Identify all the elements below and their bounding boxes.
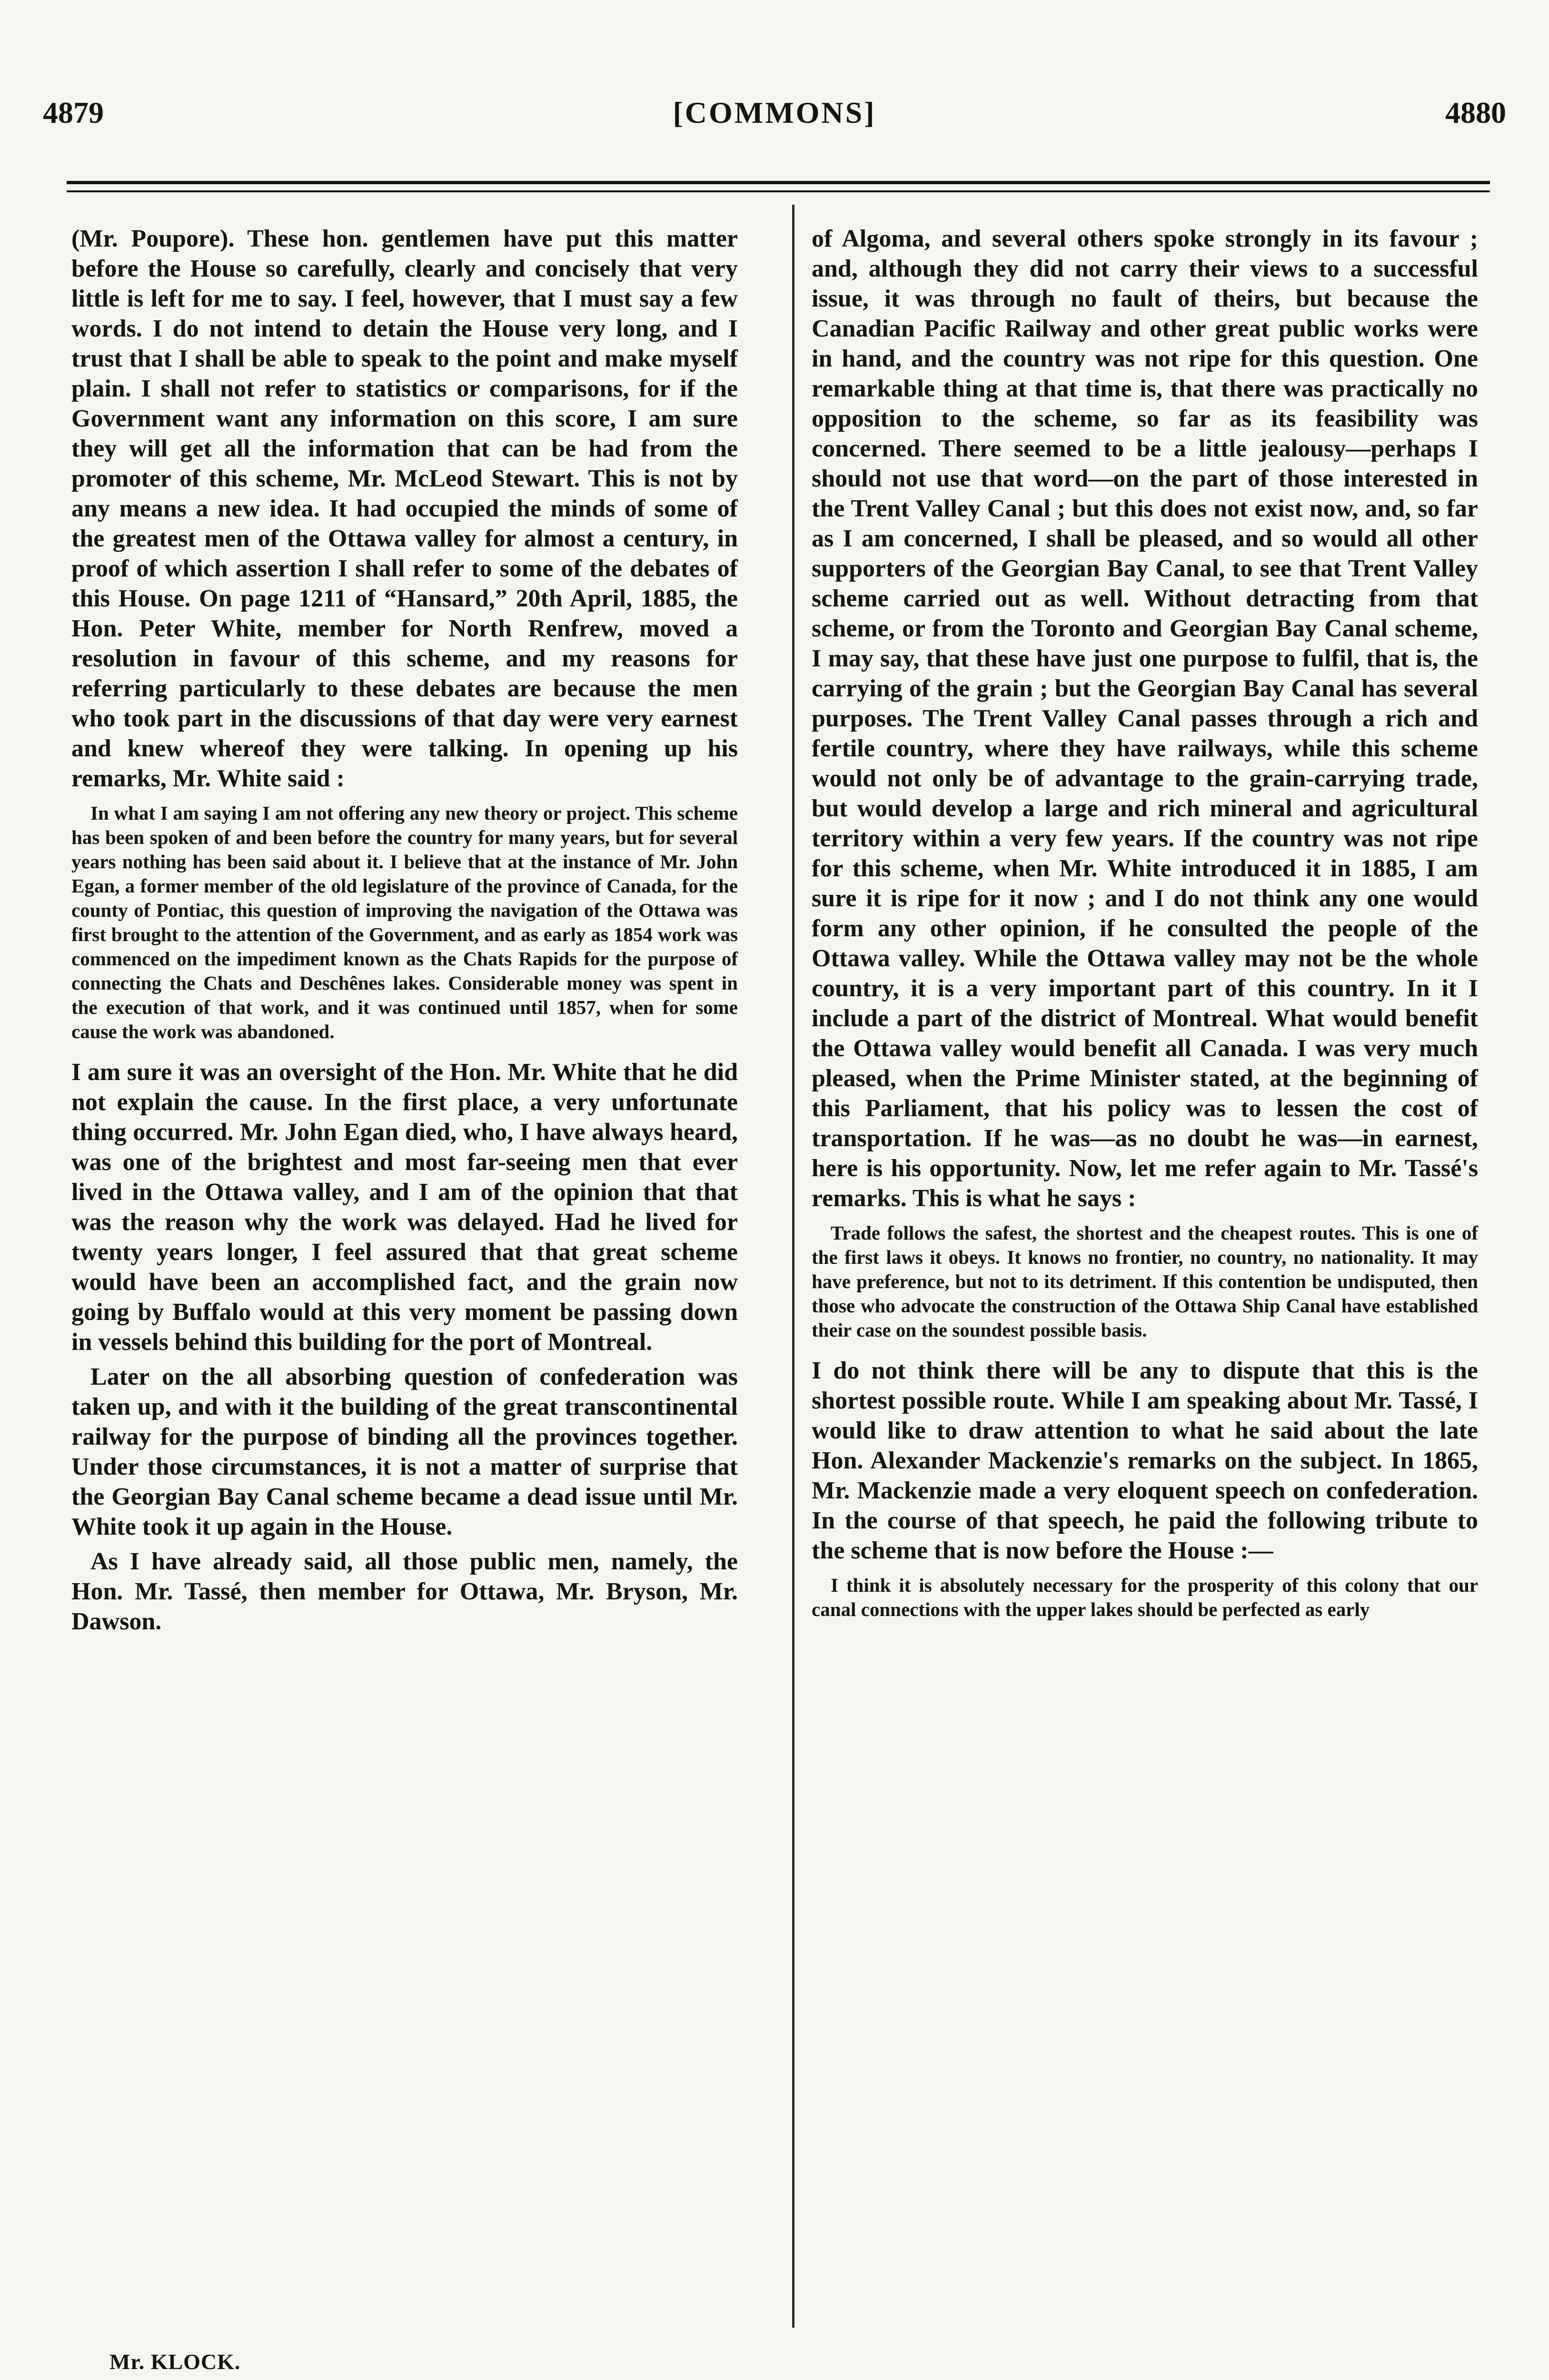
left-column	[71, 224, 738, 1641]
page-number-left: 4879	[43, 96, 104, 129]
right-quotation-2: I think it is absolutely necessary for the prosperity of this colony that our canal connections with the upper lakes should be perfected as early	[812, 1574, 1478, 1620]
page-title: [COMMONS]	[673, 96, 876, 129]
column-divider	[792, 205, 794, 2328]
header-rule-bottom	[67, 190, 1490, 192]
left-paragraph-2: I am sure it was an oversight of the Hon. Mr. White that he did not explain the cause. In the first place, a very unfortunate thing occurred. Mr. John Egan died, who, I have always heard, was one of the brightest and most far-seeing men that ever lived in the Ottawa valley, and I am of the opinion that that was the reason why the work was delayed. Had he lived for twenty years longer, I feel assured that that great scheme would have been an accomplished fact, and the grain now going by Buffalo would at this very moment be passing down in vessels behind this building for the port of Montreal.	[71, 1059, 738, 1356]
page-header	[0, 95, 1549, 148]
right-column	[812, 224, 1478, 1635]
right-quotation-1: Trade follows the safest, the shortest and the cheapest routes. This is one of the first laws it obeys. It knows no frontier, no country, no nationality. It may have preference, but not to its detriment. If this contention be undisputed, then those who advocate the construction of the Ottawa Ship Canal have established their case on the soundest possible basis.	[812, 1222, 1478, 1341]
left-paragraph-3: Later on the all absorbing question of confederation was taken up, and with it the building of the great transcontinental railway for the purpose of binding all the provinces together. Under those circumstances, it is not a matter of surprise that the Georgian Bay Canal scheme became a dead issue until Mr. White took it up again in the House.	[71, 1363, 738, 1540]
right-paragraph-1: of Algoma, and several others spoke strongly in its favour ; and, although they did not carry their views to a successful issue, it was through no fault of theirs, but because the Canadian Pacific Railway and other great public works were in hand, and the country was not ripe for this question. One remarkable thing at that time is, that there was practically no opposition to the scheme, so far as its feasibility was concerned. There seemed to be a little jealousy—perhaps I should not use that word—on the part of those interested in the Trent Valley Canal ; but this does not exist now, and, so far as I am concerned, I shall be pleased, and so would all other supporters of the Georgian Bay Canal, to see that Trent Valley scheme carried out as well. Without detracting from that scheme, or from the Toronto and Georgian Bay Canal scheme, I may say, that these have just one purpose to fulfil, that is, the carrying of the grain ; but the Georgian Bay Canal has several purposes. The Trent Valley Canal passes through a rich and fertile country, where they have railways, while this scheme would not only be of advantage to the grain-carrying trade, but would develop a large and rich mineral and agricultural territory within a very few years. If the country was not ripe for this scheme, when Mr. White introduced it in 1885, I am sure it is ripe for it now ; and I do not think any one would form any other opinion, if he consulted the people of the Ottawa valley. While the Ottawa valley may not be the whole country, it is a very important part of this country. In it I include a part of the district of Montreal. What would benefit the Ottawa valley would benefit all Canada. I was very much pleased, when the Prime Minister stated, at the beginning of this Parliament, that his policy was to lessen the cost of transportation. If he was—as no doubt he was—in earnest, here is his opportunity. Now, let me refer again to Mr. Tassé's remarks. This is what he says :	[812, 225, 1478, 1212]
right-paragraph-2: I do not think there will be any to dispute that this is the shortest possible route. While I am speaking about Mr. Tassé, I would like to draw attention to what he said about the late Hon. Alexander Mackenzie's remarks on the subject. In 1865, Mr. Mackenzie made a very eloquent speech on confederation. In the course of that speech, he paid the following tribute to the scheme that is now before the House :—	[812, 1357, 1478, 1564]
page-number-right: 4880	[1445, 96, 1506, 129]
left-paragraph-4: As I have already said, all those public men, namely, the Hon. Mr. Tassé, then member for Ottawa, Mr. Bryson, Mr. Dawson.	[71, 1548, 738, 1635]
header-rule-top	[67, 181, 1490, 184]
left-paragraph-1: (Mr. Poupore). These hon. gentlemen have put this matter before the House so carefully, clearly and concisely that very little is left for me to say. I feel, however, that I must say a few words. I do not intend to detain the House very long, and I trust that I shall be able to speak to the point and make myself plain. I shall not refer to statistics or comparisons, for if the Government want any information on this score, I am sure they will get all the information that can be had from the promoter of this scheme, Mr. McLeod Stewart. This is not by any means a new idea. It had occupied the minds of some of the greatest men of the Ottawa valley for almost a century, in proof of which assertion I shall refer to some of the debates of this House. On page 1211 of “Hansard,” 20th April, 1885, the Hon. Peter White, member for North Renfrew, moved a resolution in favour of this scheme, and my reasons for referring particularly to these debates are because the men who took part in the discussions of that day were very earnest and knew whereof they were talking. In opening up his remarks, Mr. White said :	[71, 225, 738, 792]
left-quotation: In what I am saying I am not offering any new theory or project. This scheme has been spoken of and been before the country for many years, but for several years nothing has been said about it. I believe that at the instance of Mr. John Egan, a former member of the old legislature of the province of Canada, for the county of Pontiac, this question of improving the navigation of the Ottawa was first brought to the attention of the Government, and as early as 1854 work was commenced on the impediment known as the Chats Rapids for the purpose of connecting the Chats and Deschênes lakes. Considerable money was spent in the execution of that work, and it was continued until 1857, when for some cause the work was abandoned.	[71, 802, 738, 1042]
speaker-footer: Mr. KLOCK.	[109, 2350, 241, 2374]
